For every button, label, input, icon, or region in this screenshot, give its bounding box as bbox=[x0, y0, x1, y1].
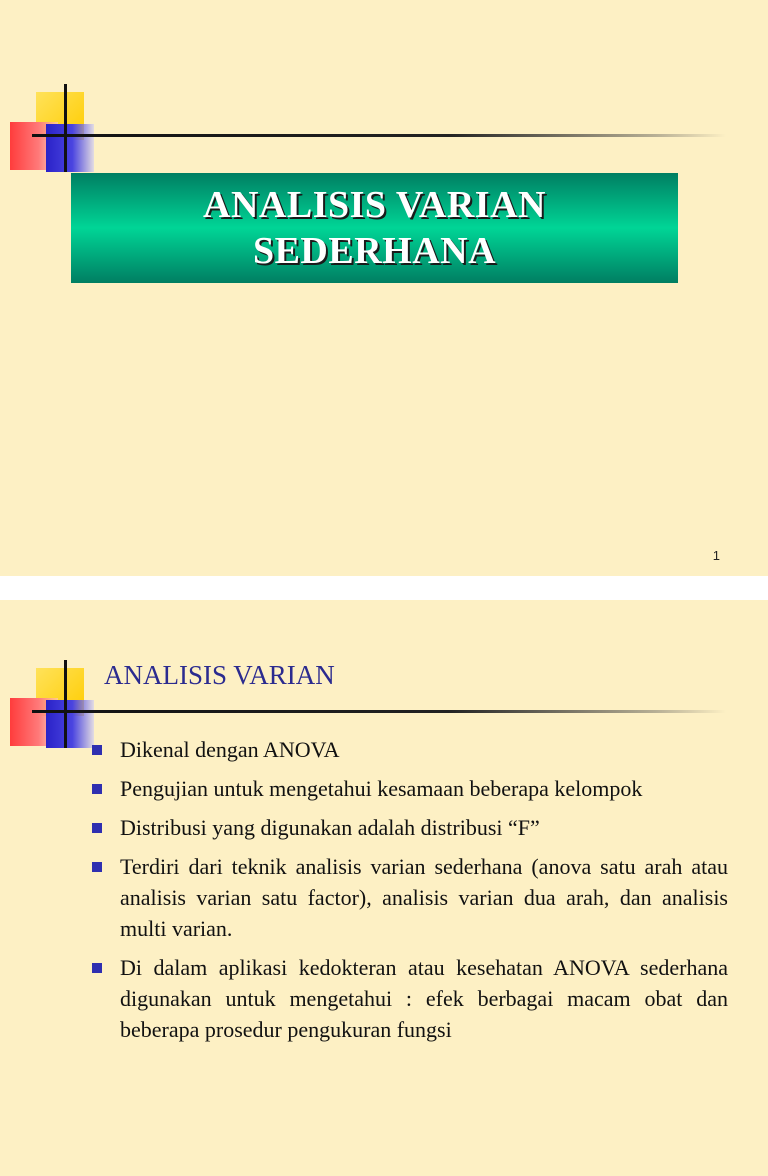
title-line-2: SEDERHANA bbox=[252, 230, 497, 272]
square-bullet-icon bbox=[92, 862, 102, 872]
bullet-text: Di dalam aplikasi kedokteran atau kesehatan ANOVA sederhana digunakan untuk mengetahui : efek berbagai macam obat dan beberapa prosedur pengukuran fungsi bbox=[120, 955, 728, 1042]
square-bullet-icon bbox=[92, 745, 102, 755]
square-bullet-icon bbox=[92, 784, 102, 794]
slide-2 bbox=[0, 600, 768, 1176]
bullet-text: Distribusi yang digunakan adalah distribusi “F” bbox=[120, 815, 540, 840]
list-item bbox=[90, 851, 728, 944]
bullet-list bbox=[90, 734, 728, 1053]
title-box bbox=[71, 173, 678, 283]
slide-1 bbox=[0, 0, 768, 576]
list-item bbox=[90, 773, 728, 804]
square-bullet-icon bbox=[92, 963, 102, 973]
bullet-text: Terdiri dari teknik analisis varian sederhana (anova satu arah atau analisis varian satu factor), analisis varian dua arah, dan analisis multi varian. bbox=[120, 854, 728, 941]
square-bullet-icon bbox=[92, 823, 102, 833]
page-number: 1 bbox=[712, 548, 720, 563]
list-item bbox=[90, 812, 728, 843]
list-item bbox=[90, 734, 728, 765]
bullet-text: Pengujian untuk mengetahui kesamaan beberapa kelompok bbox=[120, 776, 643, 801]
title-line-1: ANALISIS VARIAN bbox=[203, 184, 546, 226]
bullet-text: Dikenal dengan ANOVA bbox=[120, 737, 340, 762]
slide-heading: ANALISIS VARIAN bbox=[104, 660, 335, 690]
list-item bbox=[90, 952, 728, 1045]
